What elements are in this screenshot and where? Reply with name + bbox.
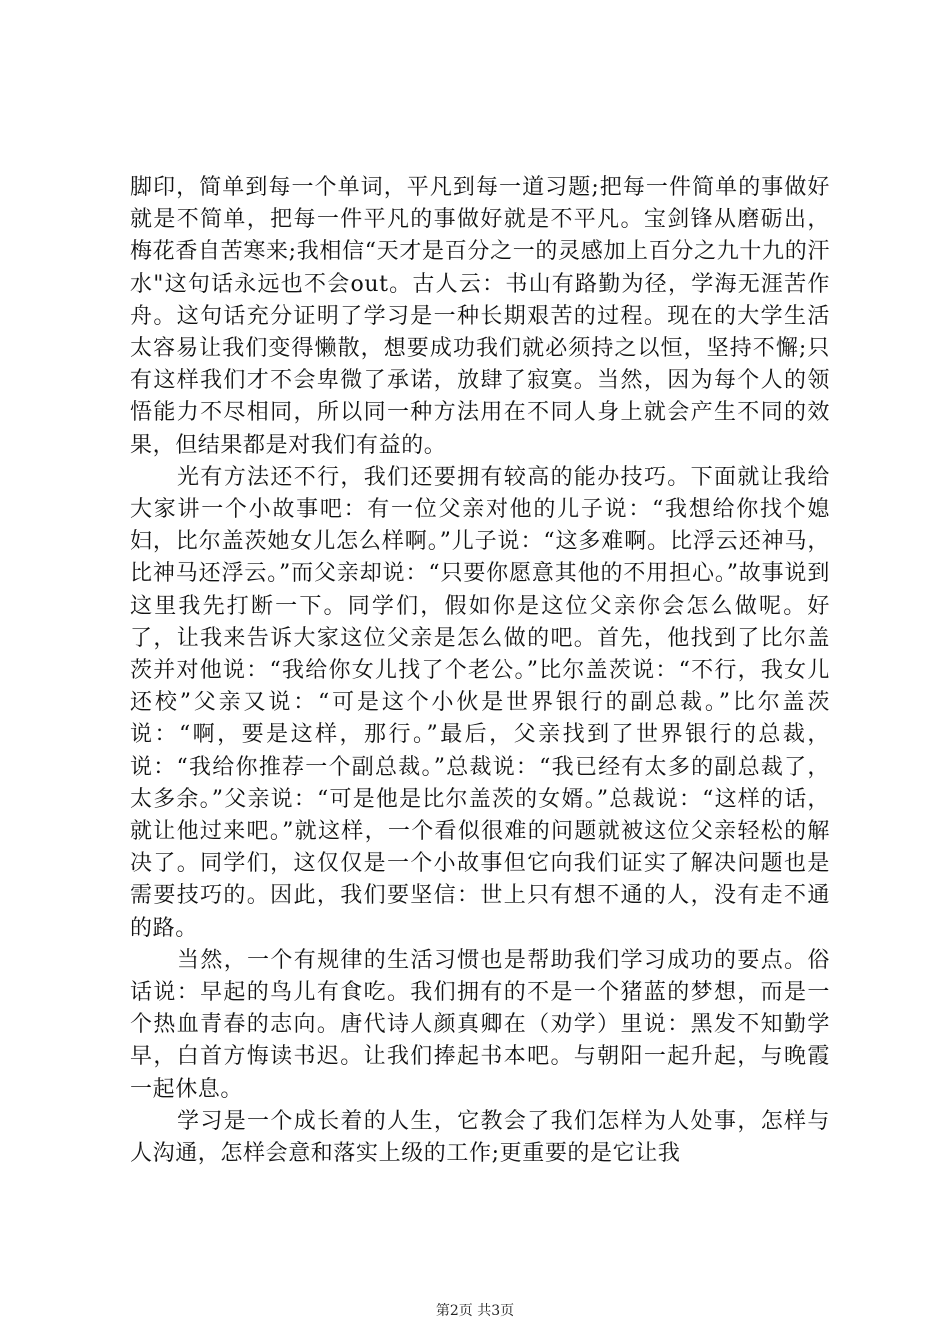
page-number-footer: 第2页 共3页 bbox=[435, 1303, 515, 1319]
document-body bbox=[130, 172, 830, 1170]
paragraph-1: 脚印，简单到每一个单词，平凡到每一道习题;把每一件简单的事做好就是不简单，把每一件平凡的事做好就是不平凡。宝剑锋从磨砺出，梅花香自苦寒来;我相信“天才是百分之一的灵感加上百分之九十九的汗水"这句话永远也不会out。古人云：书山有路勤为径，学海无涯苦作舟。这句话充分证明了学习是一种长期艰苦的过程。现在的大学生活太容易让我们变得懒散，想要成功我们就必须持之以恒，坚持不懈;只有这样我们才不会卑微了承诺，放肆了寂寞。当然，因为每个人的领悟能力不尽相同，所以同一种方法用在不同人身上就会产生不同的效果，但结果都是对我们有益的。 bbox=[130, 175, 830, 458]
paragraph-4: 学习是一个成长着的人生，它教会了我们怎样为人处事，怎样与人沟通，怎样会意和落实上级的工作;更重要的是它让我 bbox=[130, 1108, 830, 1167]
paragraph-3: 当然，一个有规律的生活习惯也是帮助我们学习成功的要点。俗话说：早起的鸟儿有食吃。我们拥有的不是一个猪蓝的梦想，而是一个热血青春的志向。唐代诗人颜真卿在（劝学）里说：黑发不知勤学早，白首方悔读书迟。让我们捧起书本吧。与朝阳一起升起，与晚霞一起休息。 bbox=[130, 947, 830, 1102]
paragraph-2: 光有方法还不行，我们还要拥有较高的能办技巧。下面就让我给大家讲一个小故事吧：有一位父亲对他的儿子说：“我想给你找个媳妇，比尔盖茨她女儿怎么样啊。”儿子说：“这多难啊。比浮云还神马，比神马还浮云。”而父亲却说：“只要你愿意其他的不用担心。”故事说到这里我先打断一下。同学们，假如你是这位父亲你会怎么做呢。好了，让我来告诉大家这位父亲是怎么做的吧。首先，他找到了比尔盖茨并对他说：“我给你女儿找了个老公。”比尔盖茨说：“不行，我女儿还校”父亲又说：“可是这个小伙是世界银行的副总裁。”比尔盖茨说：“啊，要是这样，那行。”最后，父亲找到了世界银行的总裁，说：“我给你推荐一个副总裁。”总裁说：“我已经有太多的副总裁了，太多余。”父亲说：“可是他是比尔盖茨的女婿。”总裁说：“这样的话，就让他过来吧。”就这样，一个看似很难的问题就被这位父亲轻松的解决了。同学们，这仅仅是一个小故事但它向我们证实了解决问题也是需要技巧的。因此，我们要坚信：世上只有想不通的人，没有走不通的路。 bbox=[130, 464, 830, 941]
